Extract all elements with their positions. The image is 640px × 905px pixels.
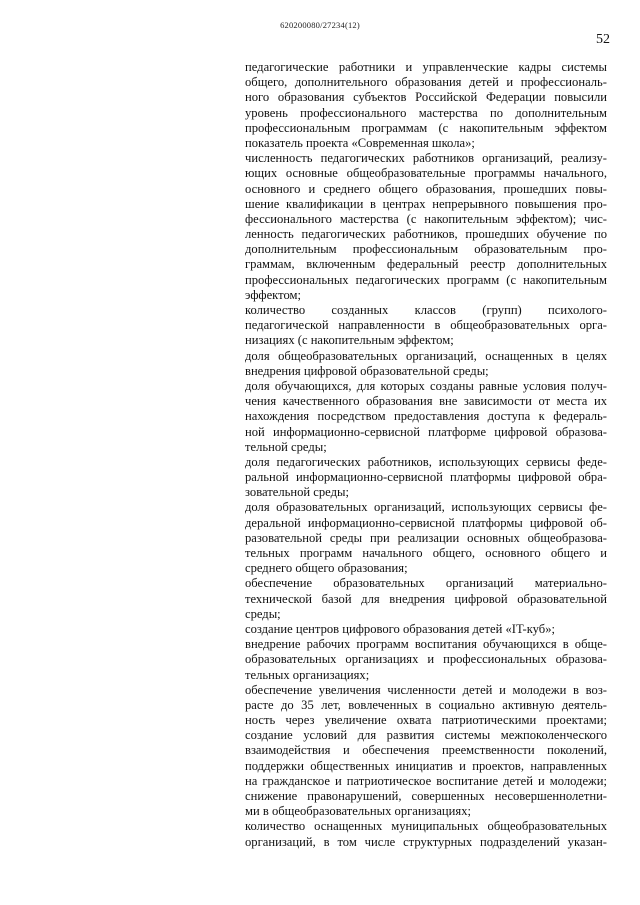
text-line: обеспечение образовательных организаций материально- xyxy=(245,576,607,591)
text-line: педагогические работники и управленческие кадры системы xyxy=(245,60,607,74)
text-line: образовательных организациях и профессиональных образова- xyxy=(245,652,607,667)
page-number: 52 xyxy=(596,32,610,47)
text-line: тельных программ начального общего, основного общего и xyxy=(245,546,607,560)
text-line: внедрения цифровой образовательной среды; xyxy=(245,363,489,378)
text-line: низациях (с накопительным эффектом; xyxy=(245,333,454,348)
text-line: ющих основные общеобразовательные программы начального, xyxy=(245,166,607,181)
text-line: доля обучающихся, для которых созданы равные условия получ- xyxy=(245,378,607,393)
text-line: ми в общеобразовательных организациях; xyxy=(245,804,472,819)
text-line: уровень профессионального мастерства по дополнительным xyxy=(245,105,607,120)
text-line: педагогической направленности в общеобразовательных орга- xyxy=(245,318,607,333)
text-line: обеспечение увеличения численности детей и молодежи в воз- xyxy=(245,682,607,697)
text-line: профессиональных педагогических программ (с накопительным xyxy=(245,272,607,287)
text-line: фессионального мастерства (с накопительным эффектом); чис- xyxy=(245,211,607,226)
text-line: среднего общего образования; xyxy=(245,561,408,576)
text-line: создание условий для развития системы межпоколенческого xyxy=(245,728,607,743)
text-line: доля образовательных организаций, использующих сервисы фе- xyxy=(245,500,607,515)
text-line: количество оснащенных муниципальных общеобразовательных xyxy=(245,819,607,834)
text-line: чения качественного образования вне зависимости от места их xyxy=(245,394,607,409)
text-line: зовательной среды; xyxy=(245,485,349,500)
text-line: доля общеобразовательных организаций, оснащенных в целях xyxy=(245,348,607,363)
text-line: расте до 35 лет, вовлеченных в социально активную деятель- xyxy=(245,697,607,712)
text-line: поддержки общественных инициатив и проектов, направленных xyxy=(245,758,607,773)
text-line: ленность педагогических работников, прошедших обучение по xyxy=(245,227,607,242)
text-line: шение квалификации в центрах непрерывного повышения про- xyxy=(245,196,607,211)
document-body xyxy=(245,60,607,850)
text-line: внедрение рабочих программ воспитания обучающихся в обще- xyxy=(245,637,607,652)
text-line: снижение правонарушений, совершенных несовершеннолетни- xyxy=(245,789,607,803)
text-line: нахождения посредством предоставления доступа к федераль- xyxy=(245,409,607,424)
text-line: ральной информационно-сервисной платформы цифровой обра- xyxy=(245,470,607,485)
text-line: ного образования субъектов Российской Федерации повысили xyxy=(245,90,607,105)
text-line: организаций, в том числе структурных подразделений указан- xyxy=(245,834,607,849)
text-line: ность через увеличение охвата патриотическими проектами; xyxy=(245,713,607,728)
text-line: профессиональным программам (с накопительным эффектом xyxy=(245,120,607,135)
text-line: тельной среды; xyxy=(245,439,327,454)
text-line: деральной информационно-сервисной платформы цифровой об- xyxy=(245,515,607,530)
text-line: общего, дополнительного образования детей и профессиональ- xyxy=(245,75,607,90)
text-line: ной информационно-сервисной платформе цифровой образова- xyxy=(245,424,607,439)
text-line: основного и среднего общего образования, прошедших повы- xyxy=(245,181,607,196)
text-line: на гражданское и патриотическое воспитание детей и молодежи; xyxy=(245,773,607,788)
text-line: дополнительным профессиональным образовательным про- xyxy=(245,242,607,257)
text-line: технической базой для внедрения цифровой образовательной xyxy=(245,591,607,606)
text-line: среды; xyxy=(245,606,281,621)
text-line: эффектом; xyxy=(245,287,301,302)
text-line: граммам, включенным федеральный реестр дополнительных xyxy=(245,257,607,272)
text-line: численность педагогических работников организаций, реализу- xyxy=(245,151,607,166)
text-line: тельных организациях; xyxy=(245,667,370,682)
text-line: доля педагогических работников, использующих сервисы феде- xyxy=(245,454,607,469)
document-id: 620200080/27234(12) xyxy=(280,20,360,30)
text-line: взаимодействия и обеспечения преемственности поколений, xyxy=(245,743,607,758)
text-line: создание центров цифрового образования детей «IT-куб»; xyxy=(245,621,556,636)
text-line: показатель проекта «Современная школа»; xyxy=(245,135,475,150)
text-line: количество созданных классов (групп) психолого- xyxy=(245,303,607,317)
text-line: разовательной среды при реализации основных общеобразова- xyxy=(245,530,607,545)
